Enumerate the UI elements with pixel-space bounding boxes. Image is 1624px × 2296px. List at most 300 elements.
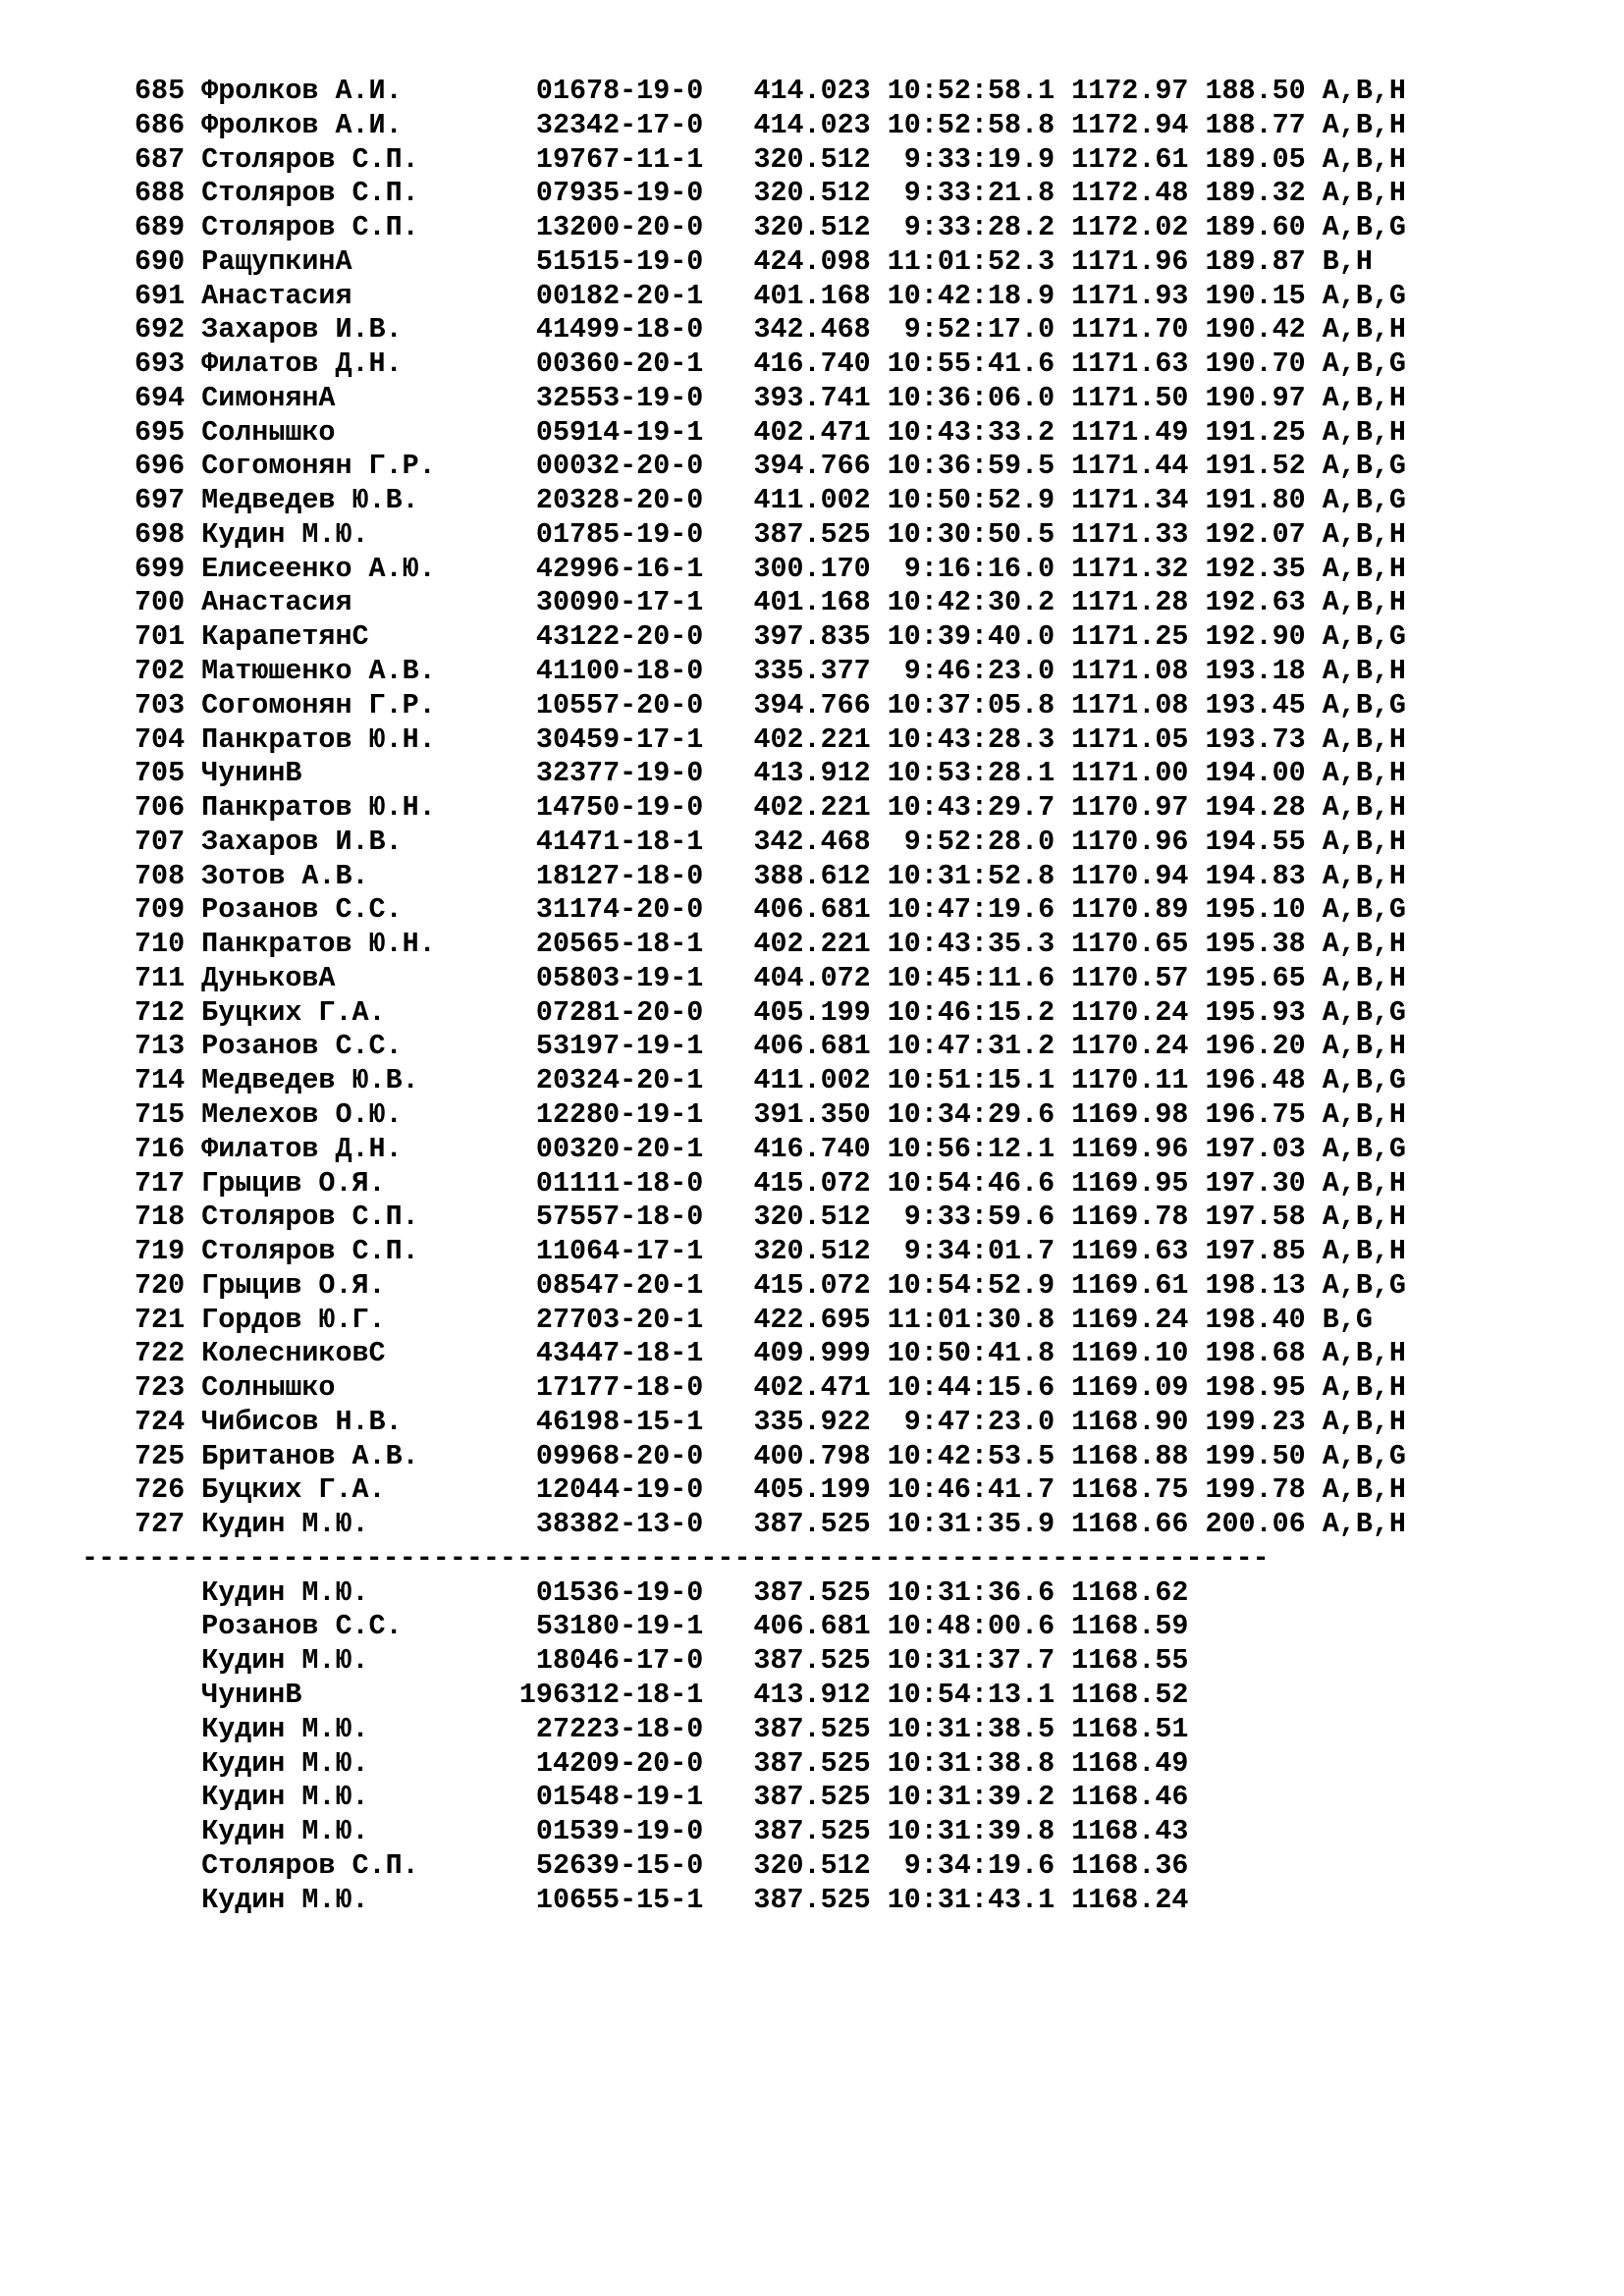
- row-time: 9:33:59.6: [887, 1201, 1056, 1234]
- row-time: 10:39:40.0: [887, 620, 1056, 654]
- row-name: Елисеенко А.Ю.: [201, 552, 519, 585]
- row-rank: 724: [135, 1405, 186, 1438]
- row-rank: 705: [135, 757, 186, 790]
- row-points: 189.05: [1205, 142, 1306, 176]
- ranked-row: [135, 928, 1406, 962]
- row-points: 194.83: [1205, 859, 1306, 892]
- unranked-row: [135, 1679, 1406, 1713]
- row-flags: A,B,G: [1322, 279, 1406, 312]
- row-name: Грыцив О.Я.: [201, 1268, 519, 1302]
- row-name: Панкратов Ю.Н.: [201, 791, 519, 825]
- row-distance: 320.512: [753, 142, 871, 176]
- row-name: Согомонян Г.Р.: [201, 688, 519, 721]
- row-score: 1170.94: [1071, 859, 1189, 892]
- row-score: 1169.95: [1071, 1166, 1189, 1200]
- row-score: 1171.08: [1071, 688, 1189, 721]
- ranked-row: [135, 280, 1406, 314]
- row-distance: 387.525: [753, 1746, 871, 1780]
- row-score: 1171.50: [1071, 381, 1189, 414]
- row-score: 1169.63: [1071, 1235, 1189, 1268]
- row-name: Захаров И.В.: [201, 825, 519, 858]
- row-flags: A,B,G: [1322, 620, 1406, 654]
- row-points: 198.95: [1205, 1371, 1306, 1405]
- row-code: 10557-20-0: [518, 688, 704, 721]
- results-listing: [81, 75, 1406, 1917]
- row-distance: 406.681: [753, 893, 871, 927]
- row-distance: 342.468: [753, 313, 871, 347]
- ranked-row: [135, 245, 1406, 280]
- row-score: 1169.98: [1071, 1097, 1189, 1131]
- row-flags: A,B,H: [1322, 415, 1406, 449]
- row-name: Розанов С.С.: [201, 1610, 519, 1643]
- row-rank: 706: [135, 791, 186, 825]
- ranked-row: [135, 1064, 1406, 1098]
- row-points: 197.85: [1205, 1235, 1306, 1268]
- row-code: 41499-18-0: [518, 313, 704, 347]
- row-score: 1171.93: [1071, 279, 1189, 312]
- row-points: 199.78: [1205, 1473, 1306, 1507]
- row-code: 00360-20-1: [518, 347, 704, 381]
- row-score: 1168.52: [1071, 1678, 1189, 1711]
- row-points: 198.68: [1205, 1337, 1306, 1370]
- unranked-row: [135, 1781, 1406, 1815]
- unranked-row: [135, 1815, 1406, 1849]
- row-code: 42996-16-1: [518, 552, 704, 585]
- row-name: Кудин М.Ю.: [201, 1508, 519, 1541]
- unranked-row: [135, 1576, 1406, 1611]
- row-flags: A,B,G: [1322, 211, 1406, 244]
- row-flags: A,B,H: [1322, 1473, 1406, 1507]
- ranked-row: [135, 109, 1406, 143]
- row-flags: A,B,H: [1322, 586, 1406, 619]
- row-rank: 693: [135, 347, 186, 381]
- unranked-row: [135, 1849, 1406, 1884]
- row-score: 1168.66: [1071, 1508, 1189, 1541]
- row-time: 10:42:30.2: [887, 586, 1056, 619]
- row-rank: 700: [135, 586, 186, 619]
- unranked-row: [135, 1644, 1406, 1679]
- row-points: 195.93: [1205, 995, 1306, 1029]
- row-code: 17177-18-0: [518, 1371, 704, 1405]
- row-rank: 697: [135, 484, 186, 517]
- row-name: Столяров С.П.: [201, 1848, 519, 1882]
- row-rank: 690: [135, 244, 186, 278]
- row-code: 00182-20-1: [518, 279, 704, 312]
- row-time: 10:36:59.5: [887, 450, 1056, 483]
- row-score: 1171.49: [1071, 415, 1189, 449]
- ranked-row: [135, 143, 1406, 178]
- row-points: 200.06: [1205, 1508, 1306, 1541]
- row-code: 32342-17-0: [518, 108, 704, 141]
- row-rank: 721: [135, 1303, 186, 1336]
- row-name: Панкратов Ю.Н.: [201, 928, 519, 961]
- row-score: 1171.08: [1071, 655, 1189, 688]
- row-distance: 414.023: [753, 75, 871, 107]
- row-flags: A,B,H: [1322, 517, 1406, 551]
- row-code: 12280-19-1: [518, 1097, 704, 1131]
- row-rank: 699: [135, 552, 186, 585]
- row-rank: 717: [135, 1166, 186, 1200]
- row-time: 9:34:19.6: [887, 1848, 1056, 1882]
- row-score: 1169.61: [1071, 1268, 1189, 1302]
- row-distance: 411.002: [753, 1064, 871, 1097]
- row-points: 188.77: [1205, 108, 1306, 141]
- row-score: 1171.00: [1071, 757, 1189, 790]
- row-flags: A,B,G: [1322, 893, 1406, 927]
- row-time: 10:52:58.8: [887, 108, 1056, 141]
- row-flags: A,B,G: [1322, 1268, 1406, 1302]
- row-rank: 714: [135, 1064, 186, 1097]
- row-code: 31174-20-0: [518, 893, 704, 927]
- row-flags: A,B,H: [1322, 961, 1406, 994]
- row-code: 27223-18-0: [518, 1712, 704, 1745]
- row-flags: A,B,H: [1322, 1235, 1406, 1268]
- row-flags: A,B,H: [1322, 791, 1406, 825]
- row-points: 190.15: [1205, 279, 1306, 312]
- row-distance: 397.835: [753, 620, 871, 654]
- row-points: 195.65: [1205, 961, 1306, 994]
- row-time: 9:47:23.0: [887, 1405, 1056, 1438]
- row-time: 10:52:58.1: [887, 75, 1056, 107]
- row-distance: 405.199: [753, 995, 871, 1029]
- ranked-row: [135, 757, 1406, 791]
- row-flags: A,B,H: [1322, 757, 1406, 790]
- row-time: 9:33:19.9: [887, 142, 1056, 176]
- row-points: 194.00: [1205, 757, 1306, 790]
- row-distance: 413.912: [753, 1678, 871, 1711]
- row-points: 199.50: [1205, 1439, 1306, 1472]
- row-code: 12044-19-0: [518, 1473, 704, 1507]
- row-distance: 406.681: [753, 1610, 871, 1643]
- row-score: 1171.05: [1071, 722, 1189, 756]
- row-name: Анастасия: [201, 279, 519, 312]
- row-distance: 320.512: [753, 1848, 871, 1882]
- row-code: 01785-19-0: [518, 517, 704, 551]
- row-time: 10:44:15.6: [887, 1371, 1056, 1405]
- row-distance: 387.525: [753, 1508, 871, 1541]
- row-time: 10:48:00.6: [887, 1610, 1056, 1643]
- row-score: 1169.10: [1071, 1337, 1189, 1370]
- ranked-row: [135, 347, 1406, 382]
- row-name: Кудин М.Ю.: [201, 1644, 519, 1678]
- row-time: 10:31:39.2: [887, 1781, 1056, 1814]
- row-score: 1172.97: [1071, 75, 1189, 107]
- row-code: 41100-18-0: [518, 655, 704, 688]
- row-flags: A,B,H: [1322, 928, 1406, 961]
- row-rank: 712: [135, 995, 186, 1029]
- row-time: 10:43:35.3: [887, 928, 1056, 961]
- row-flags: A,B,H: [1322, 1030, 1406, 1063]
- row-name: Грыцив О.Я.: [201, 1166, 519, 1200]
- row-points: 190.70: [1205, 347, 1306, 381]
- row-flags: A,B,H: [1322, 142, 1406, 176]
- row-points: 196.48: [1205, 1064, 1306, 1097]
- ranked-row: [135, 1406, 1406, 1440]
- row-points: 198.40: [1205, 1303, 1306, 1336]
- row-points: 192.63: [1205, 586, 1306, 619]
- row-rank: 692: [135, 313, 186, 347]
- row-name: Мелехов О.Ю.: [201, 1097, 519, 1131]
- row-points: 198.13: [1205, 1268, 1306, 1302]
- row-flags: A,B,H: [1322, 1371, 1406, 1405]
- row-points: 197.30: [1205, 1166, 1306, 1200]
- row-distance: 388.612: [753, 859, 871, 892]
- row-score: 1168.88: [1071, 1439, 1189, 1472]
- row-distance: 387.525: [753, 1644, 871, 1678]
- row-distance: 424.098: [753, 244, 871, 278]
- row-code: 01536-19-0: [518, 1575, 704, 1609]
- row-distance: 320.512: [753, 211, 871, 244]
- row-distance: 416.740: [753, 347, 871, 381]
- row-name: Зотов А.В.: [201, 859, 519, 892]
- ranked-row: [135, 1030, 1406, 1064]
- row-time: 10:31:38.5: [887, 1712, 1056, 1745]
- row-name: ДуньковА: [201, 961, 519, 994]
- row-distance: 387.525: [753, 1781, 871, 1814]
- row-flags: A,B,H: [1322, 552, 1406, 585]
- row-rank: 718: [135, 1201, 186, 1234]
- row-distance: 402.221: [753, 791, 871, 825]
- row-name: Буцких Г.А.: [201, 1473, 519, 1507]
- row-rank: 685: [135, 75, 186, 107]
- row-score: 1168.62: [1071, 1575, 1189, 1609]
- row-score: 1170.65: [1071, 928, 1189, 961]
- row-code: 01539-19-0: [518, 1815, 704, 1848]
- row-time: 9:52:28.0: [887, 825, 1056, 858]
- row-flags: A,B,H: [1322, 108, 1406, 141]
- row-time: 10:47:31.2: [887, 1030, 1056, 1063]
- row-time: 10:31:52.8: [887, 859, 1056, 892]
- row-score: 1172.02: [1071, 211, 1189, 244]
- row-rank: 687: [135, 142, 186, 176]
- row-flags: A,B,H: [1322, 1097, 1406, 1131]
- row-code: 14209-20-0: [518, 1746, 704, 1780]
- row-time: 10:51:15.1: [887, 1064, 1056, 1097]
- ranked-row: [135, 518, 1406, 553]
- row-score: 1170.97: [1071, 791, 1189, 825]
- ranked-row: [135, 962, 1406, 996]
- row-distance: 409.999: [753, 1337, 871, 1370]
- row-code: 18127-18-0: [518, 859, 704, 892]
- ranked-row: [135, 1269, 1406, 1304]
- row-code: 53180-19-1: [518, 1610, 704, 1643]
- row-code: 01111-18-0: [518, 1166, 704, 1200]
- row-name: Матюшенко А.В.: [201, 655, 519, 688]
- row-points: 196.75: [1205, 1097, 1306, 1131]
- row-distance: 406.681: [753, 1030, 871, 1063]
- row-score: 1169.09: [1071, 1371, 1189, 1405]
- row-rank: 701: [135, 620, 186, 654]
- row-time: 10:43:29.7: [887, 791, 1056, 825]
- row-flags: A,B,G: [1322, 1439, 1406, 1472]
- row-flags: A,B,G: [1322, 484, 1406, 517]
- row-name: ЧунинВ: [201, 1678, 519, 1711]
- row-points: 190.42: [1205, 313, 1306, 347]
- row-distance: 415.072: [753, 1268, 871, 1302]
- row-name: Чибисов Н.В.: [201, 1405, 519, 1438]
- row-points: 195.10: [1205, 893, 1306, 927]
- ranked-row: [135, 1371, 1406, 1406]
- row-rank: 696: [135, 450, 186, 483]
- row-name: Столяров С.П.: [201, 177, 519, 210]
- ranked-row: [135, 382, 1406, 416]
- row-rank: 704: [135, 722, 186, 756]
- row-time: 10:31:37.7: [887, 1644, 1056, 1678]
- row-flags: A,B,H: [1322, 825, 1406, 858]
- row-time: 10:45:11.6: [887, 961, 1056, 994]
- row-rank: 713: [135, 1030, 186, 1063]
- row-points: 189.32: [1205, 177, 1306, 210]
- row-name: Медведев Ю.В.: [201, 1064, 519, 1097]
- row-rank: 691: [135, 279, 186, 312]
- row-code: 11064-17-1: [518, 1235, 704, 1268]
- ranked-row: [135, 791, 1406, 826]
- row-score: 1168.51: [1071, 1712, 1189, 1745]
- row-rank: 702: [135, 655, 186, 688]
- row-points: 194.28: [1205, 791, 1306, 825]
- row-score: 1171.44: [1071, 450, 1189, 483]
- row-code: 01678-19-0: [518, 75, 704, 107]
- row-name: Кудин М.Ю.: [201, 1781, 519, 1814]
- row-name: Столяров С.П.: [201, 1235, 519, 1268]
- row-points: 189.87: [1205, 244, 1306, 278]
- ranked-row: [135, 996, 1406, 1031]
- row-flags: A,B,G: [1322, 1064, 1406, 1097]
- row-name: Фролков А.И.: [201, 75, 519, 107]
- ranked-row: [135, 860, 1406, 894]
- ranked-row: [135, 1508, 1406, 1542]
- ranked-row: [135, 484, 1406, 518]
- row-score: 1169.78: [1071, 1201, 1189, 1234]
- row-distance: 422.695: [753, 1303, 871, 1336]
- row-time: 10:55:41.6: [887, 347, 1056, 381]
- row-flags: A,B,H: [1322, 655, 1406, 688]
- row-flags: A,B,G: [1322, 347, 1406, 381]
- row-time: 10:53:28.1: [887, 757, 1056, 790]
- ranked-row: [135, 1133, 1406, 1167]
- row-score: 1169.96: [1071, 1132, 1189, 1165]
- row-time: 10:56:12.1: [887, 1132, 1056, 1165]
- row-distance: 394.766: [753, 688, 871, 721]
- row-score: 1171.32: [1071, 552, 1189, 585]
- row-distance: 414.023: [753, 108, 871, 141]
- row-score: 1168.49: [1071, 1746, 1189, 1780]
- ranked-row: [135, 826, 1406, 860]
- row-flags: A,B,H: [1322, 381, 1406, 414]
- row-points: 193.18: [1205, 655, 1306, 688]
- ranked-row: [135, 723, 1406, 758]
- row-score: 1170.57: [1071, 961, 1189, 994]
- row-code: 10655-15-1: [518, 1883, 704, 1916]
- row-time: 10:31:35.9: [887, 1508, 1056, 1541]
- row-code: 20324-20-1: [518, 1064, 704, 1097]
- row-score: 1171.28: [1071, 586, 1189, 619]
- row-score: 1170.96: [1071, 825, 1189, 858]
- row-distance: 402.471: [753, 415, 871, 449]
- row-time: 10:54:52.9: [887, 1268, 1056, 1302]
- row-name: Панкратов Ю.Н.: [201, 722, 519, 756]
- row-score: 1171.63: [1071, 347, 1189, 381]
- row-rank: 726: [135, 1473, 186, 1507]
- row-score: 1171.34: [1071, 484, 1189, 517]
- row-rank: 694: [135, 381, 186, 414]
- row-code: 00320-20-1: [518, 1132, 704, 1165]
- row-rank: 698: [135, 517, 186, 551]
- row-score: 1170.11: [1071, 1064, 1189, 1097]
- row-flags: A,B,H: [1322, 1337, 1406, 1370]
- row-time: 10:50:52.9: [887, 484, 1056, 517]
- row-name: Фролков А.И.: [201, 108, 519, 141]
- row-code: 19767-11-1: [518, 142, 704, 176]
- row-flags: A,B,G: [1322, 450, 1406, 483]
- ranked-row: [135, 75, 1406, 109]
- row-distance: 320.512: [753, 1235, 871, 1268]
- row-time: 10:43:33.2: [887, 415, 1056, 449]
- row-distance: 402.221: [753, 722, 871, 756]
- row-rank: 695: [135, 415, 186, 449]
- row-flags: A,B,G: [1322, 1132, 1406, 1165]
- row-code: 51515-19-0: [518, 244, 704, 278]
- row-points: 193.45: [1205, 688, 1306, 721]
- row-distance: 401.168: [753, 279, 871, 312]
- row-name: Согомонян Г.Р.: [201, 450, 519, 483]
- ranked-row: [135, 893, 1406, 928]
- row-distance: 416.740: [753, 1132, 871, 1165]
- row-code: 43122-20-0: [518, 620, 704, 654]
- row-code: 01548-19-1: [518, 1781, 704, 1814]
- row-time: 10:31:43.1: [887, 1883, 1056, 1916]
- row-distance: 405.199: [753, 1473, 871, 1507]
- row-rank: 686: [135, 108, 186, 141]
- row-code: 07281-20-0: [518, 995, 704, 1029]
- row-distance: 394.766: [753, 450, 871, 483]
- row-time: 10:31:38.8: [887, 1746, 1056, 1780]
- row-code: 14750-19-0: [518, 791, 704, 825]
- row-score: 1168.36: [1071, 1848, 1189, 1882]
- row-name: Анастасия: [201, 586, 519, 619]
- row-distance: 391.350: [753, 1097, 871, 1131]
- row-name: Филатов Д.Н.: [201, 1132, 519, 1165]
- row-code: 09968-20-0: [518, 1439, 704, 1472]
- row-distance: 400.798: [753, 1439, 871, 1472]
- row-rank: 715: [135, 1097, 186, 1131]
- row-name: Солнышко: [201, 415, 519, 449]
- row-flags: A,B,H: [1322, 859, 1406, 892]
- row-time: 11:01:52.3: [887, 244, 1056, 278]
- row-flags: A,B,H: [1322, 1405, 1406, 1438]
- row-code: 07935-19-0: [518, 177, 704, 210]
- row-time: 9:16:16.0: [887, 552, 1056, 585]
- row-distance: 387.525: [753, 1575, 871, 1609]
- ranked-row: [135, 1473, 1406, 1508]
- ranked-row: [135, 1098, 1406, 1133]
- row-points: 192.90: [1205, 620, 1306, 654]
- row-code: 30459-17-1: [518, 722, 704, 756]
- row-score: 1168.59: [1071, 1610, 1189, 1643]
- row-name: Филатов Д.Н.: [201, 347, 519, 381]
- row-code: 53197-19-1: [518, 1030, 704, 1063]
- row-name: Кудин М.Ю.: [201, 1815, 519, 1848]
- row-rank: 716: [135, 1132, 186, 1165]
- row-score: 1172.61: [1071, 142, 1189, 176]
- row-points: 193.73: [1205, 722, 1306, 756]
- row-distance: 335.377: [753, 655, 871, 688]
- row-time: 10:47:19.6: [887, 893, 1056, 927]
- row-name: Буцких Г.А.: [201, 995, 519, 1029]
- row-code: 00032-20-0: [518, 450, 704, 483]
- ranked-row: [135, 416, 1406, 451]
- row-time: 10:31:36.6: [887, 1575, 1056, 1609]
